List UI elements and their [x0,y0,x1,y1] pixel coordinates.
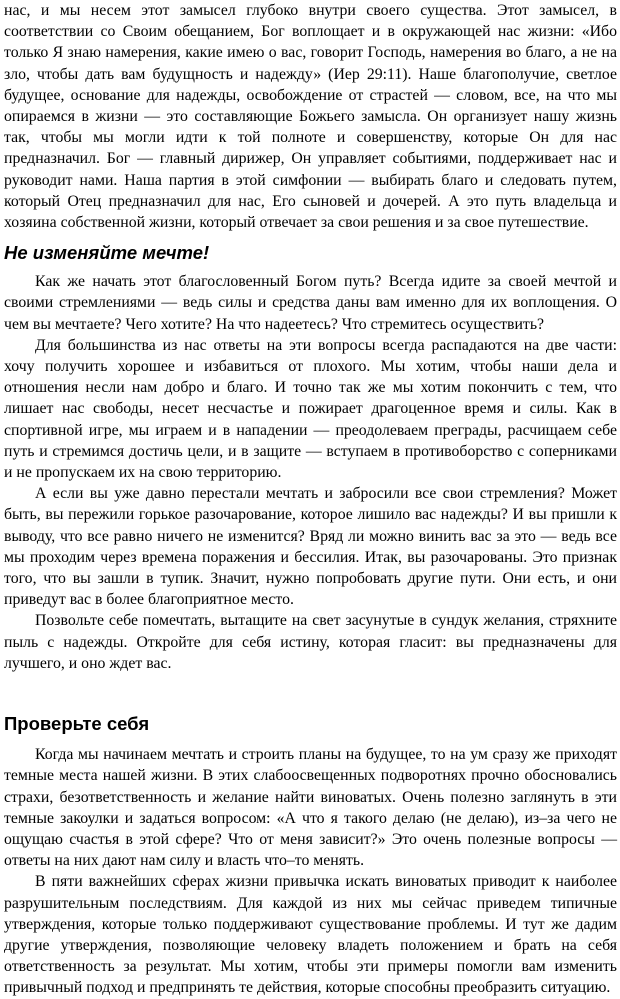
section-heading: Не изменяйте мечте! [4,242,210,264]
body-paragraph: Когда мы начинаем мечтать и строить планы на будущее, то на ум сразу же приходят темные места нашей жизни. В этих слабоосвещенных подворотнях прочно обосновались страхи, безответственность и желание найти виноватых. Очень полезно заглянуть в эти темные закоулки и задаться вопросом: «А что я такого делаю (не делаю), из–за чего не ощущаю счастья в этой сфере? Что от меня зависит?» Это очень полезные вопросы — ответы на них дают нам силу и власть что–то менять. [4,746,617,870]
section-heading-block [4,712,617,736]
body-paragraph: Для большинства из нас ответы на эти вопросы всегда распадаются на две части: хочу получить хорошее и избавиться от плохого. Мы хотим, чтобы наши дела и отношения несли нам добро и благо. И точно так же мы хотим покончить с тем, что лишает нас свободы, несет несчастье и пожирает драгоценное время и силы. Как в спортивной игре, мы играем и в нападении — преодолеваем преграды, расчищаем себе путь и стремимся достичь цели, и в защите — вступаем в противоборство с соперниками и не пропускаем их на свою территорию. [4,336,617,482]
section-heading: Проверьте себя [4,713,150,735]
document-page [4,0,617,999]
body-paragraph: Как же начать этот благословенный Богом путь? Всегда идите за своей мечтой и своими стремлениями — ведь силы и средства даны вам именно для их воплощения. О чем вы мечтаете? Чего хотите? На что надеетесь? Что стремитесь осуществить? [4,273,617,333]
body-paragraph: А если вы уже давно перестали мечтать и забросили все свои стремления? Может быть, вы пережили горькое разочарование, которое лишило вас надежды? И вы пришли к выводу, что все равно ничего не изменится? Вряд ли можно винить вас за это — ведь все мы проходим через времена поражения и бессилия. Итак, вы разочарованы. Это признак того, что вы зашли в тупик. Значит, нужно попробовать другие пути. Они есть, и они приведут вас в более благоприятное место. [4,485,617,609]
section-heading-block [4,241,617,265]
intro-paragraph: нас, и мы несем этот замысел глубоко внутри своего существа. Этот замысел, в соответствии со Своим обещанием, Бог воплощает и в окружающей нас жизни: «Ибо только Я знаю намерения, какие имею о вас, говорит Господь, намерения во благо, а не на зло, чтобы дать вам будущность и надежду» (Иер 29:11). Наше благополучие, светлое будущее, основание для надежды, освобождение от страстей — словом, все, на что мы опираемся в жизни — это составляющие Божьего замысла. Он организует нашу жизнь так, чтобы мы могли идти к той полноте и совершенству, которые Он для нас предназначил. Бог — главный дирижер, Он управляет событиями, поддерживает нас и руководит нами. Наша партия в этой симфонии — выбирать благо и следовать путем, который Отец предназначил для нас, Его сыновей и дочерей. А это путь владельца и хозяина собственной жизни, который отвечает за свои решения и за свое путешествие. [4,2,617,232]
body-paragraph: В пяти важнейших сферах жизни привычка искать виноватых приводит к наиболее разрушительным последствиям. Для каждой из них мы сейчас приведем типичные утверждения, которые только поддерживают существование проблемы. И тут же дадим другие утверждения, позволяющие человеку владеть положением и брать на себя ответственность за результат. Мы хотим, чтобы эти примеры помогли вам изменить привычный подход и предпринять те действия, которые способны преобразить ситуацию. [4,873,617,997]
body-paragraph: Позвольте себе помечтать, вытащите на свет засунутые в сундук желания, стряхните пыль с надежды. Откройте для себя истину, которая гласит: вы предназначены для лучшего, и оно ждет вас. [4,612,617,672]
